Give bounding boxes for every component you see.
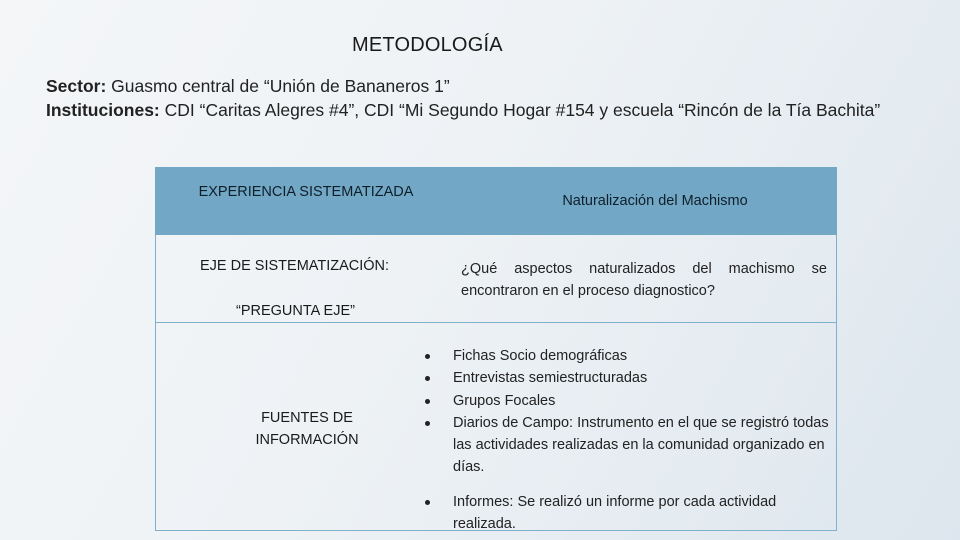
sector-label: Sector: [46, 76, 107, 96]
fuentes-label: FUENTES DE INFORMACIÓN [255, 410, 359, 448]
bullet-icon [425, 376, 430, 381]
methodology-table [155, 167, 837, 531]
instituciones-value: CDI “Caritas Alegres #4”, CDI “Mi Segundo Hogar #154 y escuela “Rincón de la Tía Bachita” [159, 100, 881, 120]
row-right-border [836, 235, 837, 322]
meta-block [46, 74, 926, 122]
fuentes-list [423, 345, 833, 535]
list-item: Entrevistas semiestructuradas [423, 367, 833, 389]
list-item: Informes: Se realizó un informe por cada actividad realizada. [423, 491, 833, 536]
bullet-icon [425, 399, 430, 404]
eje-question: ¿Qué aspectos naturalizados del machismo se encontraron en el proceso diagnostico? [461, 261, 827, 299]
list-item: Diarios de Campo: Instrumento en el que se registró todas las actividades realizadas en la comunidad organizado en días. [423, 412, 833, 479]
bullet-icon [425, 354, 430, 359]
page-title: METODOLOGÍA [352, 34, 503, 56]
pregunta-label: “PREGUNTA EJE” [236, 303, 355, 319]
instituciones-line [46, 98, 926, 122]
header-right-cell: Naturalización del Machismo [562, 193, 748, 209]
bullet-icon [425, 500, 430, 505]
list-item: Grupos Focales [423, 390, 833, 412]
sector-value: Guasmo central de “Unión de Bananeros 1” [106, 76, 450, 96]
sector-line [46, 74, 926, 98]
instituciones-label: Instituciones: [46, 100, 160, 120]
header-left-cell: EXPERIENCIA SISTEMATIZADA [198, 184, 414, 200]
eje-label: EJE DE SISTEMATIZACIÓN: [200, 258, 390, 274]
list-item: Fichas Socio demográficas [423, 345, 833, 367]
table-header [155, 167, 837, 235]
bullet-icon [425, 421, 430, 426]
